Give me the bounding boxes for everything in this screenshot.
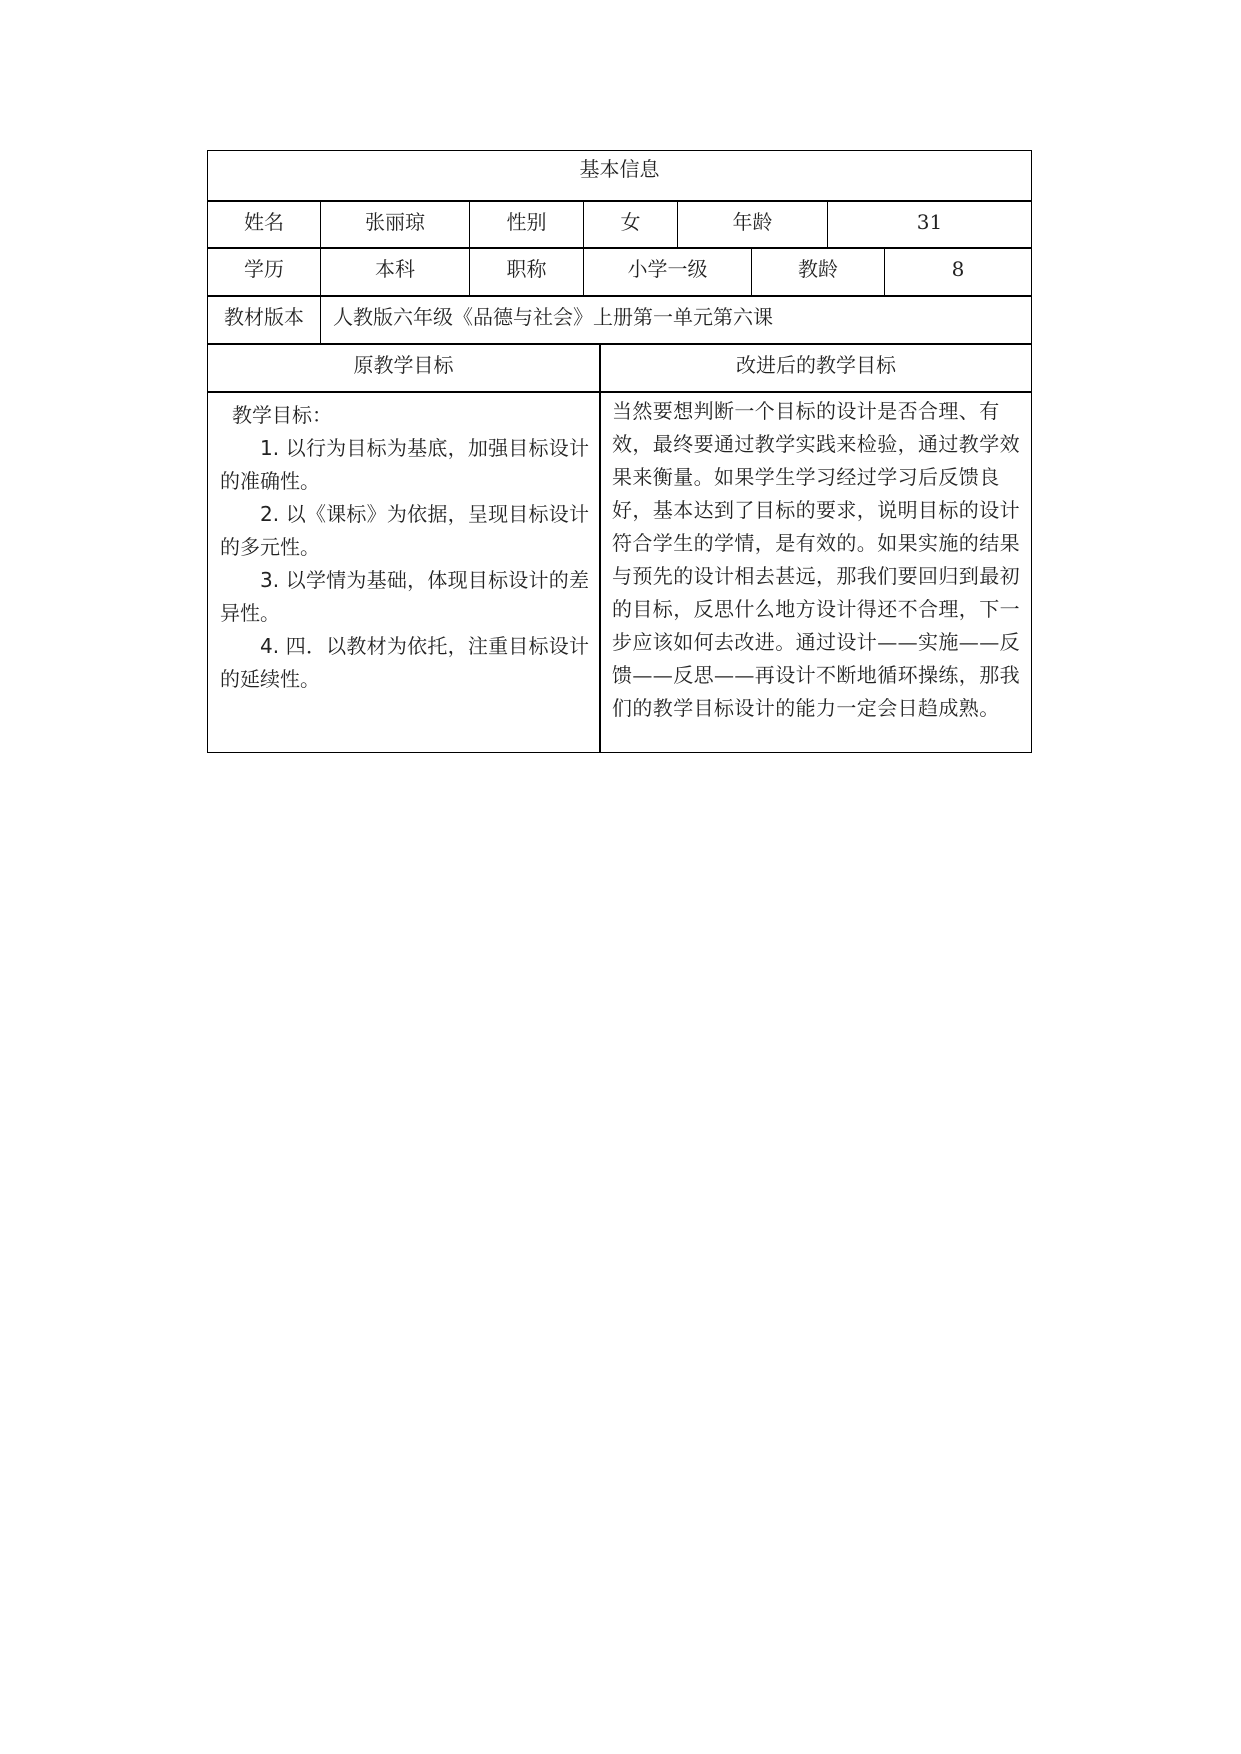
goals-header-row: [208, 345, 1031, 393]
name-label: 姓名: [208, 202, 321, 247]
title-rank-label: 职称: [470, 249, 584, 295]
original-goal-item: [220, 432, 589, 498]
improved-goals-header: 改进后的教学目标: [736, 353, 896, 377]
education-label: 学历: [208, 249, 321, 295]
goal-item-text: 以《课标》为依据，呈现目标设计的多元性。: [220, 502, 590, 559]
original-goal-item: [220, 564, 589, 630]
original-goals-header: 原教学目标: [208, 345, 601, 391]
age-value: 31: [916, 210, 943, 234]
goal-item-text: 四．以教材为依托，注重目标设计的延续性。: [220, 634, 590, 691]
title-rank-value: 小学一级: [584, 249, 752, 295]
goal-item-number: 3.: [260, 568, 280, 592]
education-value: 本科: [321, 249, 470, 295]
table-title-row: [208, 151, 1031, 202]
improved-goals-cell: [601, 393, 1031, 752]
original-goal-item: [220, 630, 589, 696]
teaching-years-value: 8: [951, 257, 965, 281]
improved-goals-text: 当然要想判断一个目标的设计是否合理、有效，最终要通过教学实践来检验，通过教学效果来衡量。如果学生学习经过学习后反馈良好，基本达到了目标的要求，说明目标的设计符合学生的学情，是有效的。如果实施的结果与预先的设计相去甚远，那我们要回归到最初的目标，反思什么地方设计得还不合理，下一步应该如何去改进。通过设计——实施——反馈——反思——再设计不断地循环操练，那我们的教学目标设计的能力一定会日趋成熟。: [612, 399, 1020, 720]
professional-info-row: [208, 249, 1031, 297]
original-goals-heading: 教学目标：: [232, 403, 332, 427]
goal-item-text: 以学情为基础，体现目标设计的差异性。: [220, 568, 590, 625]
name-value: 张丽琼: [321, 202, 470, 247]
goals-content-row: [208, 393, 1031, 752]
personal-info-row: [208, 202, 1031, 249]
textbook-value: 人教版六年级《品德与社会》上册第一单元第六课: [333, 305, 773, 329]
gender-label: 性别: [470, 202, 584, 247]
textbook-label: 教材版本: [208, 297, 321, 343]
original-goals-cell: [208, 393, 601, 752]
table-title: 基本信息: [579, 157, 660, 181]
teaching-years-label: 教龄: [752, 249, 885, 295]
goal-item-number: 1.: [260, 436, 280, 460]
gender-value: 女: [584, 202, 678, 247]
age-label: 年龄: [678, 202, 828, 247]
original-goal-item: [220, 498, 589, 564]
goal-item-number: 4.: [260, 634, 280, 658]
goal-item-number: 2.: [260, 502, 280, 526]
textbook-row: [208, 297, 1031, 345]
teacher-info-table: [207, 150, 1032, 753]
goal-item-text: 以行为目标为基底，加强目标设计的准确性。: [220, 436, 590, 493]
